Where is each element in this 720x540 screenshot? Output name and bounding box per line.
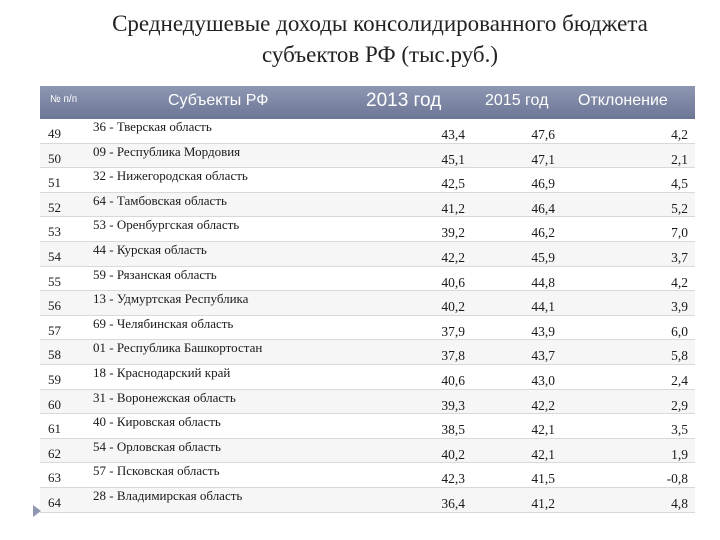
row-subject: 64 - Тамбовская область (93, 192, 227, 208)
row-num: 53 (48, 224, 61, 240)
header-num: № п/п (50, 94, 78, 105)
row-2015: 43,9 (531, 323, 555, 339)
row-num: 63 (48, 470, 61, 486)
table-row (40, 144, 695, 169)
row-deviation: 2,1 (671, 151, 688, 167)
row-2013: 42,2 (441, 249, 465, 265)
table-row (40, 242, 695, 267)
row-deviation: 3,5 (671, 422, 688, 438)
row-2013: 37,8 (441, 348, 465, 364)
row-2013: 43,4 (441, 127, 465, 142)
row-deviation: -0,8 (666, 471, 688, 487)
row-subject: 01 - Республика Башкортостан (93, 340, 263, 356)
row-2015: 42,1 (531, 422, 555, 438)
row-num: 55 (48, 273, 61, 289)
table-row (40, 193, 695, 218)
row-2015: 46,9 (531, 176, 555, 192)
title-line-2: субъектов РФ (тыс.руб.) (261, 42, 498, 67)
table-header (40, 86, 695, 119)
row-2015: 43,7 (531, 348, 555, 364)
header-2013: 2013 год (366, 90, 442, 111)
table-row (40, 463, 695, 488)
row-2015: 43,0 (531, 372, 555, 388)
row-num: 49 (48, 126, 61, 141)
row-num: 58 (48, 347, 61, 363)
row-subject: 36 - Тверская область (93, 119, 212, 134)
table-body (40, 119, 695, 513)
row-deviation: 3,7 (671, 249, 688, 265)
row-subject: 53 - Оренбургская область (93, 217, 240, 233)
row-num: 54 (48, 248, 61, 264)
row-2013: 42,3 (441, 471, 465, 487)
row-2013: 40,6 (441, 372, 465, 388)
row-2013: 36,4 (441, 495, 465, 511)
row-deviation: 4,8 (671, 495, 688, 511)
slide-title (60, 8, 700, 70)
header-subject: Субъекты РФ (168, 92, 269, 109)
row-2013: 41,2 (441, 200, 465, 216)
row-deviation: 2,9 (671, 397, 688, 413)
row-num: 52 (48, 199, 61, 215)
row-2015: 41,5 (531, 471, 555, 487)
table-row (40, 267, 695, 292)
row-subject: 54 - Орловская область (93, 438, 221, 454)
row-2013: 39,2 (441, 225, 465, 241)
row-deviation: 4,2 (671, 127, 688, 142)
row-subject: 44 - Курская область (93, 241, 207, 257)
table-row (40, 365, 695, 390)
row-subject: 18 - Краснодарский край (93, 364, 231, 380)
row-2015: 44,8 (531, 274, 555, 290)
row-2013: 40,2 (441, 446, 465, 462)
row-2013: 40,6 (441, 274, 465, 290)
row-subject: 13 - Удмуртская Республика (93, 291, 249, 307)
row-2013: 45,1 (441, 151, 465, 167)
row-num: 59 (48, 371, 61, 387)
table-row (40, 217, 695, 242)
row-2015: 47,1 (531, 151, 555, 167)
title-line-1: Среднедушевые доходы консолидированного бюджета (112, 11, 648, 36)
row-subject: 40 - Кировская область (93, 414, 221, 430)
row-subject: 31 - Воронежская область (93, 389, 236, 405)
row-deviation: 1,9 (671, 446, 688, 462)
row-subject: 69 - Челябинская область (93, 315, 234, 331)
row-deviation: 2,4 (671, 372, 688, 388)
row-deviation: 4,5 (671, 176, 688, 192)
row-deviation: 4,2 (671, 274, 688, 290)
row-deviation: 5,2 (671, 200, 688, 216)
header-deviation: Отклонение (578, 92, 668, 109)
table-row (40, 414, 695, 439)
row-deviation: 5,8 (671, 348, 688, 364)
table-row (40, 390, 695, 415)
row-num: 64 (48, 494, 61, 510)
row-2015: 41,2 (531, 495, 555, 511)
row-2015: 44,1 (531, 299, 555, 315)
table-row (40, 291, 695, 316)
row-num: 56 (48, 298, 61, 314)
row-2015: 46,2 (531, 225, 555, 241)
row-num: 60 (48, 396, 61, 412)
table-row (40, 168, 695, 193)
row-2015: 42,2 (531, 397, 555, 413)
row-num: 51 (48, 175, 61, 191)
row-subject: 09 - Республика Мордовия (93, 143, 241, 159)
row-deviation: 6,0 (671, 323, 688, 339)
table-row (40, 340, 695, 365)
table-row (40, 488, 695, 513)
row-num: 50 (48, 150, 61, 166)
row-subject: 59 - Рязанская область (93, 266, 217, 282)
row-2013: 42,5 (441, 176, 465, 192)
row-num: 62 (48, 445, 61, 461)
row-deviation: 3,9 (671, 299, 688, 315)
row-2015: 42,1 (531, 446, 555, 462)
row-deviation: 7,0 (671, 225, 688, 241)
row-2013: 38,5 (441, 422, 465, 438)
table-row (40, 316, 695, 341)
row-2015: 47,6 (531, 127, 555, 142)
row-2013: 39,3 (441, 397, 465, 413)
row-subject: 57 - Псковская область (93, 463, 220, 479)
row-subject: 28 - Владимирская область (93, 487, 243, 503)
row-num: 57 (48, 322, 61, 338)
row-2013: 40,2 (441, 299, 465, 315)
table-row (40, 439, 695, 464)
header-2015: 2015 год (485, 92, 549, 109)
bullet-arrow-icon (33, 505, 41, 517)
row-num: 61 (48, 421, 61, 437)
row-2015: 46,4 (531, 200, 555, 216)
table-row (40, 119, 695, 144)
row-subject: 32 - Нижегородская область (93, 168, 248, 184)
row-2013: 37,9 (441, 323, 465, 339)
row-2015: 45,9 (531, 249, 555, 265)
